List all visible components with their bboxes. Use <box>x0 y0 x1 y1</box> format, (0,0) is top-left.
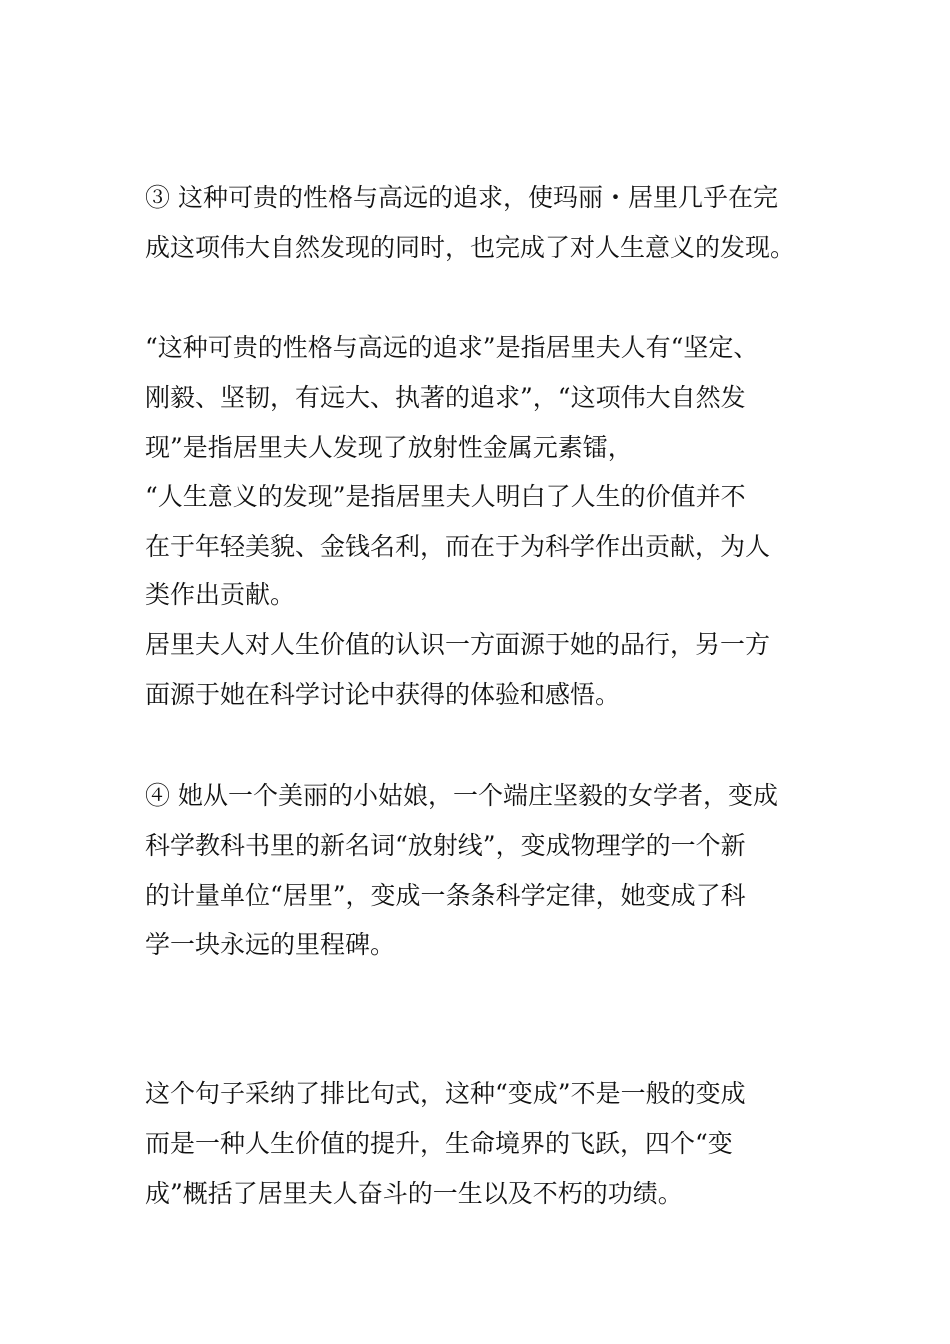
text-line: 居里夫人对人生价值的认识一方面源于她的品行，另一方 <box>145 630 771 659</box>
text-line: 刚毅、坚韧，有远大、执著的追求”，“这项伟大自然发 <box>145 383 746 412</box>
text-line: “这种可贵的性格与高远的追求”是指居里夫人有“坚定、 <box>145 333 759 362</box>
text-line: 在于年轻美貌、金钱名利，而在于为科学作出贡献，为人 <box>145 532 771 561</box>
text-line: 而是一种人生价值的提升，生命境界的飞跃，四个“变 <box>145 1129 733 1158</box>
text-line: 学一块永远的里程碑。 <box>145 930 396 959</box>
text-line: 的计量单位“居里”，变成一条条科学定律，她变成了科 <box>145 881 746 910</box>
text-line: 面源于她在科学讨论中获得的体验和感悟。 <box>145 680 621 709</box>
text-line: 科学教科书里的新名词“放射线”，变成物理学的一个新 <box>145 831 746 860</box>
text-line: 成”概括了居里夫人奋斗的一生以及不朽的功绩。 <box>145 1179 683 1208</box>
text-line: “人生意义的发现”是指居里夫人明白了人生的价值并不 <box>145 482 746 511</box>
text-line: 现”是指居里夫人发现了放射性金属元素镭， <box>145 433 633 462</box>
text-line: 这个句子采纳了排比句式，这种“变成”不是一般的变成 <box>145 1079 746 1108</box>
text-line: 成这项伟大自然发现的同时，也完成了对人生意义的发现。 <box>145 233 796 262</box>
text-line: ④ 她从一个美丽的小姑娘，一个端庄坚毅的女学者，变成 <box>145 781 778 810</box>
text-line: ③ 这种可贵的性格与高远的追求，使玛丽・居里几乎在完 <box>145 183 778 212</box>
text-line: 类作出贡献。 <box>145 580 296 609</box>
